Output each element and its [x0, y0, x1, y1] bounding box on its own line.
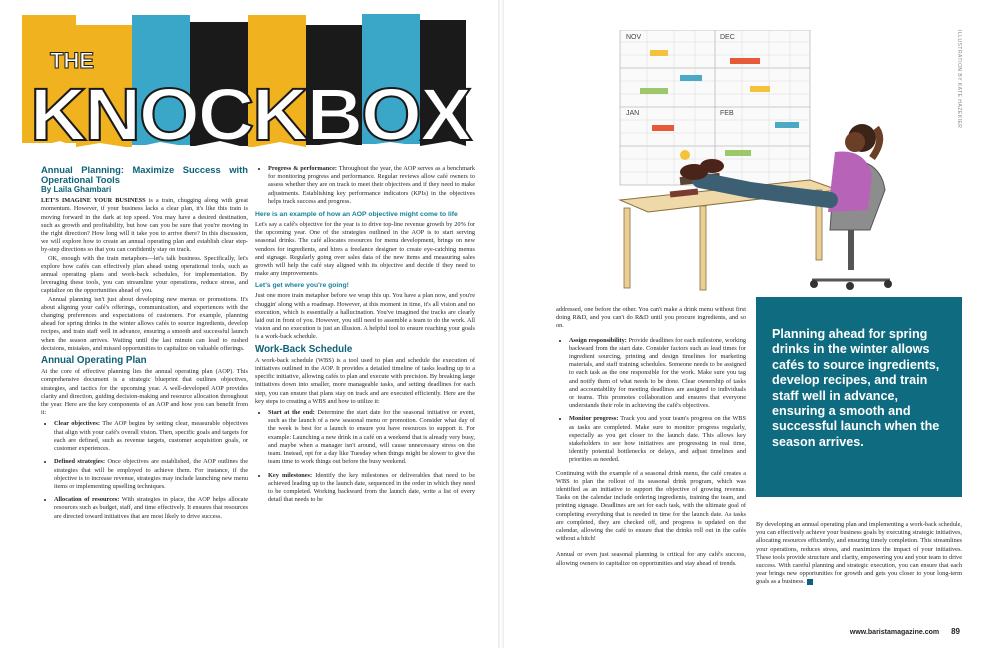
month-label: DEC [720, 34, 735, 41]
intro-lead: LET'S IMAGINE YOUR BUSINESS [41, 197, 146, 205]
going-text: Just one more train metaphor before we wrap this up. You have a plan now, and you're chuggin' along with a roadmap. However, at this moment in time, it's all vision and no execution, which is essentially a hallucination. You've imagined the tracks are clearly laid out in front of you. However, you still need to assemble a team to do the work. All vision and no execution is just an illusion. A helpful tool to ensure reaching your goals is a work-back schedule. [255, 292, 475, 341]
wbs-bullet [268, 409, 475, 466]
end-mark-icon [807, 579, 813, 585]
bullet-term: Defined strategies: [54, 458, 106, 466]
bullet-text: Throughout the year, the AOP serves as a benchmark for monitoring progress and performance. Regular reviews allow café owners to assess whether they are on track to meet their objectives and if they need to make adjustments. Establishing key performance indicators (KPIs) in the objectives helps track success and progress. [268, 165, 476, 205]
month-label: JAN [626, 110, 640, 117]
wbs-continued: addressed, one before the other. You can't make a drink menu without first doing R&D, and you can't do R&D until you procure ingredients, and so on. [556, 306, 746, 330]
closing-text: By developing an annual operating plan and implementing a work-back schedule, you can effectively achieve your business goals by executing strategic initiatives, allocating resources efficiently, and ensuring timely completion. This streamlines your operations, reduces stress, and maximizes the impact of your initiatives. These tools provide structure and clarity, empowering you and your team to drive success. With careful planning and strategic execution, you can ensure that each year brings new opportunities for growth and gets you closer to your long-term goals as a business. [756, 521, 962, 586]
bullet-term: Key milestones: [268, 471, 313, 479]
paragraph-3: Annual planning isn't just about developing new menus or promotions. It's about aligning your café's offerings, communication, and experiences with the changing preferences and expectations of customers. For example, planning ahead for spring drinks in the winter allows cafés to source ingredients, develop recipes, and train staff well in advance, ensuring a smooth and successful launch when the season arrives. Waiting until the last minute can lead to rushed decisions, mistakes, and missed opportunities to capitalize on valuable offerings. [41, 295, 248, 352]
planning-illustration [580, 30, 910, 300]
bullet-term: Start at the end: [268, 409, 315, 417]
wbs-bullet [569, 337, 746, 411]
intro-paragraph [41, 197, 248, 254]
bullet-text: Determine the start date for the seasonal initiative or event, such as the launch of a new seasonal menu or promotion. Consider what day of the week is best for a launch to ensure you have resources to support it. For example: Launching a new drink in a café on a weekend that is already very busy, and maybe when a manager isn't around, will cause unnecessary stress on the team. Instead, opt for a day like Tuesday when things might be slower to give the team time to work things out before the busy weekend. [268, 409, 475, 466]
aop-bullet-list [41, 420, 248, 520]
going-heading: Let's get where you're going! [255, 282, 349, 290]
annual-paragraph: Annual or even just seasonal planning is critical for any café's success, allowing owners to capitalize on opportunities and stay ahead of trends. [556, 551, 746, 567]
month-label: NOV [626, 34, 642, 41]
masthead-title: KNOCKBOX [30, 73, 472, 156]
continuing-paragraph: Continuing with the example of a seasonal drink menu, the café creates a WBS to plan the rollout of its seasonal drink program, which was identified as an initiative to support the objective of growing revenue. Tasks on the calendar include ordering ingredients, training the team, and printing signage. Deadlines are set for each task, with the ultimate goal of completing everything that is needed in time for the launch date. As tasks are completed, they are checked off, and progress is updated on the calendar, allowing the café to ensure that the drinks roll out in the cafés without a hitch! [556, 469, 746, 543]
article-title: Annual Planning: Maximize Success with Operational Tools [41, 164, 248, 185]
aop-bullet [54, 420, 248, 453]
bullet-term: Monitor progress: [569, 415, 619, 423]
page-footer [850, 627, 960, 636]
illustration-credit: ILLUSTRATION BY KATE HAZEKIER [956, 30, 962, 129]
wbs-intro: A work-back schedule (WBS) is a tool used to plan and schedule the execution of initiatives outlined in the AOP. It provides a detailed timeline of tasks leading up to a specific initiative, allowing cafés to plan and execute with precision. By breaking large initiatives down into smaller, more manageable tasks, and setting deadlines for each step, you can ensure that plans stay on track and are executed efficiently. Here are the key steps to creating a WBS and how to utilize it: [255, 356, 475, 405]
footer-url: www.baristamagazine.com [849, 629, 940, 636]
wbs-bullet [569, 415, 746, 464]
wbs-heading: Work-Back Schedule [255, 343, 353, 355]
bullet-term: Clear objectives: [54, 420, 100, 428]
month-label: FEB [720, 110, 734, 117]
bullet-text: The AOP begins by setting clear, measurable objectives that align with your café's overall vision. Then, specific goals and targets for each are defined, such as revenue targets, customer acquisition goals, or customer experiences. [54, 420, 248, 453]
aop-bullet [54, 496, 248, 521]
wbs-bullet [268, 472, 475, 505]
page-number: 89 [951, 627, 960, 636]
knockbox-masthead [0, 0, 500, 160]
bullet-term: Assign responsibility: [569, 336, 627, 344]
aop-bullet-list-cont [255, 165, 475, 206]
bullet-text: With strategies in place, the AOP helps allocate resources such as budget, staff, and time effectively. It ensures that resources are directed toward initiatives that are most likely to drive success. [54, 496, 248, 520]
pull-quote-box [756, 297, 962, 497]
article-column-2 [255, 165, 475, 509]
bullet-term: Progress & performance: [268, 165, 337, 172]
aop-heading: Annual Operating Plan [41, 355, 147, 367]
wbs-bullet-list [255, 409, 475, 504]
example-heading: Here is an example of how an AOP objective might come to life [255, 211, 458, 219]
page-gutter [498, 0, 504, 648]
article-byline: By Laila Ghambari [41, 185, 112, 194]
paragraph-2: OK, enough with the train metaphors—let's talk business. Specifically, let's explore how cafés can effectively plan ahead using operational tools, such as annual operating plans and work-back schedules, for implementation. By leveraging these tools, you can streamline your operations, reduce stress, and capitalize on the opportunities ahead of you. [41, 254, 248, 295]
closing-paragraph [756, 521, 962, 587]
bullet-term: Allocation of resources: [54, 496, 120, 504]
aop-bullet [268, 165, 475, 206]
article-column-4 [756, 521, 962, 587]
aop-intro: At the core of effective planning lies the annual operating plan (AOP). This comprehensive document is a strategic blueprint that outlines objectives, strategies, and tactics for the upcoming year. A well-developed AOP provides clarity and direction, guiding decision-making and resource allocation throughout the year. Here are the key components of an AOP and how you can benefit from it: [41, 368, 248, 417]
pull-quote-text: Planning ahead for spring drinks in the winter allows cafés to source ingredients, develop recipes, and train staff well in advance, ensuring a smooth and successful launch when the season arrives. [772, 327, 940, 449]
bullet-text: Once objectives are established, the AOP outlines the strategies that will be employed to achieve them. For instance, if the objective is to increase revenue, strategies may include launching new menu items or implementing upselling techniques. [54, 458, 248, 490]
bullet-text: Identify the key milestones or deliverables that need to be achieved leading up to the launch date, sequenced in the order in which they need to be completed. Working backward from the launch date, write a list of every detail that needs to be [268, 471, 476, 504]
article-column-1 [41, 165, 248, 526]
bullet-text: Provide deadlines for each milestone, working backward from the start date. Consider factors such as lead times for ingredient sourcing, printing and design timelines for marketing materials, and staff training schedules. Someone needs to be assigned to each task as the one responsible for the work. Make sure you tag and notify them of what needs to be done. Clear ownership of tasks and accountability for meeting deadlines are assigned to individuals or teams. This promotes collaboration and ensures that everyone understands their role in achieving the café's objectives. [569, 336, 747, 410]
aop-bullet [54, 458, 248, 491]
example-text: Let's say a café's objective for the year is to drive top-line revenue growth by 20% for the upcoming year. One of the strategies outlined in the AOP is to start serving seasonal drinks. The café allocates resources for menu development, brings on new vendors for ingredients, and hires a freelance designer to create eye-catching menus and signage. Regularly going over sales data of the new items and measuring sales growth will help the café stay aligned with its objective and decide if they need to make any improvements. [255, 221, 475, 278]
bullet-text: Track you and your team's progress on the WBS as tasks are completed. Make sure to monitor progress regularly, especially as you get closer to the launch date. This allows key stakeholders to see how initiatives are progressing in real time, identify potential bottlenecks or delays, and adjust timelines and priorities as needed. [569, 415, 746, 464]
intro-rest: is a train, chugging along with great momentum. However, if your business lacks a clear plan, it's like this train is moving forward in the dark at top speed. You may have a desired destination, such as growth and profitability, but how can you be sure that you're moving in the right direction? How long will it take you to arrive there? In this discussion, we will explore how to create an annual operating plan and establish clear step-by-step directions so that you can confidently stay on track. [41, 197, 248, 254]
masthead-the: THE [50, 48, 94, 73]
wbs-bullet-list-2 [556, 337, 746, 465]
article-column-3 [556, 306, 746, 568]
